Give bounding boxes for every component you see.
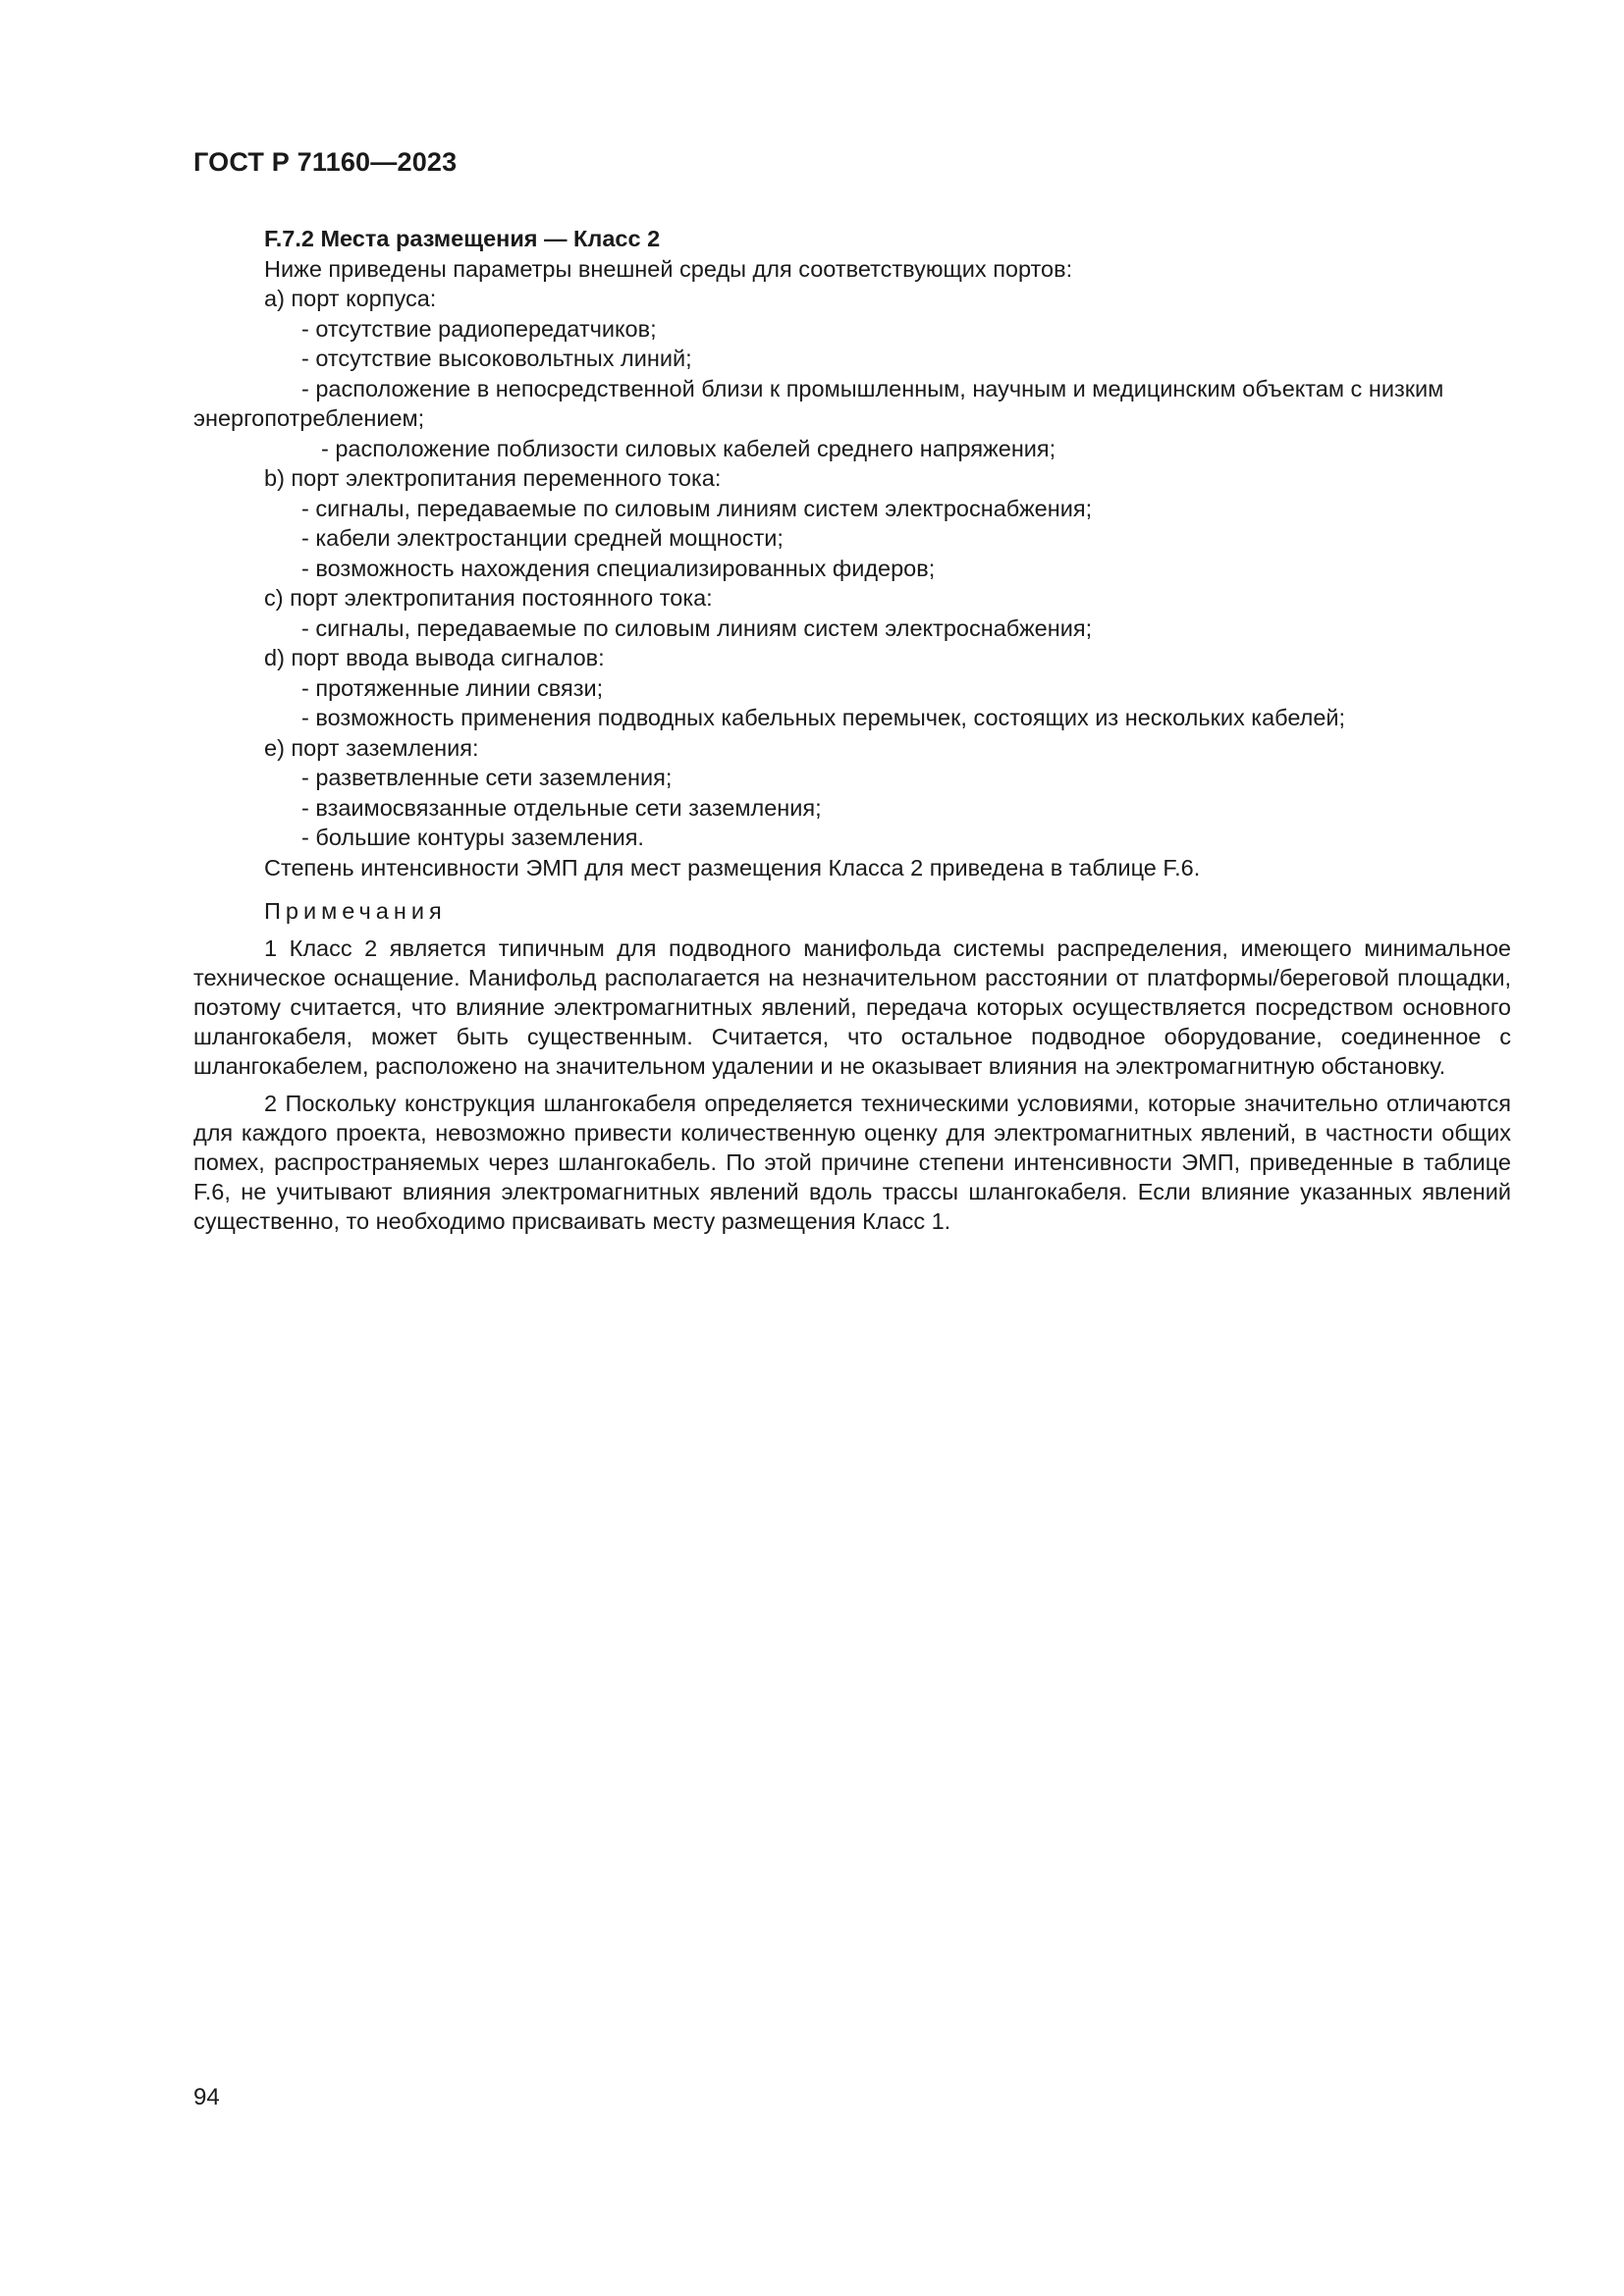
section-intro: Ниже приведены параметры внешней среды для соответствующих портов: [264,255,1073,282]
list-item: - возможность применения подводных кабельных перемычек, состоящих из нескольких кабелей; [301,705,1346,730]
section-title: F.7.2 Места размещения — Класс 2 [264,226,661,251]
note-1: 1 Класс 2 является типичным для подводного манифольда системы распределения, имеющего минимальное техническое оснащение. Манифольд располагается на незначительном расстоянии от платформы/береговой площадки, поэтому считается, что влияние электромагнитных явлений, передача которых осуществляется посредством основного шлангокабеля, может быть существенным. Считается, что остальное подводное оборудование, соединенное с шлангокабелем, расположено на значительном удалении и не оказывает влияния на электромагнитную обстановку. [193,934,1511,1080]
port-b-label: b) порт электропитания переменного тока: [264,465,722,491]
list-item: - расположение в непосредственной близи к промышленным, научным и медицинским объектам с низким энергопотреблением; [193,375,1444,431]
list-item: - отсутствие высоковольтных линий; [301,346,692,371]
list-item: - сигналы, передаваемые по силовым линиям систем электроснабжения; [301,614,1093,641]
list-item: - разветвленные сети заземления; [301,765,673,790]
list-item: - большие контуры заземления. [301,825,644,850]
list-item: - отсутствие радиопередатчиков; [301,315,657,342]
list-item: - взаимосвязанные отдельные сети заземления; [301,794,822,821]
main-content [193,224,1511,1237]
notes-title: Примечания [264,898,447,924]
list-item: - сигналы, передаваемые по силовым линиям систем электроснабжения; [301,495,1093,521]
page-number: 94 [193,2084,220,2110]
list-item: - возможность нахождения специализированных фидеров; [301,555,936,581]
document-id-header: ГОСТ Р 71160—2023 [193,147,458,177]
list-item: - кабели электростанции средней мощности; [301,525,784,551]
port-d-label: d) порт ввода вывода сигналов: [264,645,605,670]
list-item: - протяженные линии связи; [301,674,604,701]
list-item: - расположение поблизости силовых кабелей среднего напряжения; [321,435,1056,461]
note-2: 2 Поскольку конструкция шлангокабеля определяется техническими условиями, которые значительно отличаются для каждого проекта, невозможно привести количественную оценку для электромагнитных явлений, в частности общих помех, распространяемых через шлангокабель. По этой причине степени интенсивности ЭМП, приведенные в таблице F.6, не учитывают влияния электромагнитных явлений вдоль трассы шлангокабеля. Если влияние указанных явлений существенно, то необходимо присваивать месту размещения Класс 1. [193,1090,1511,1235]
port-a-label: a) порт корпуса: [264,286,437,311]
section-summary: Степень интенсивности ЭМП для мест размещения Класса 2 приведена в таблице F.6. [264,854,1201,881]
port-e-label: e) порт заземления: [264,734,479,761]
port-c-label: c) порт электропитания постоянного тока: [264,585,713,611]
